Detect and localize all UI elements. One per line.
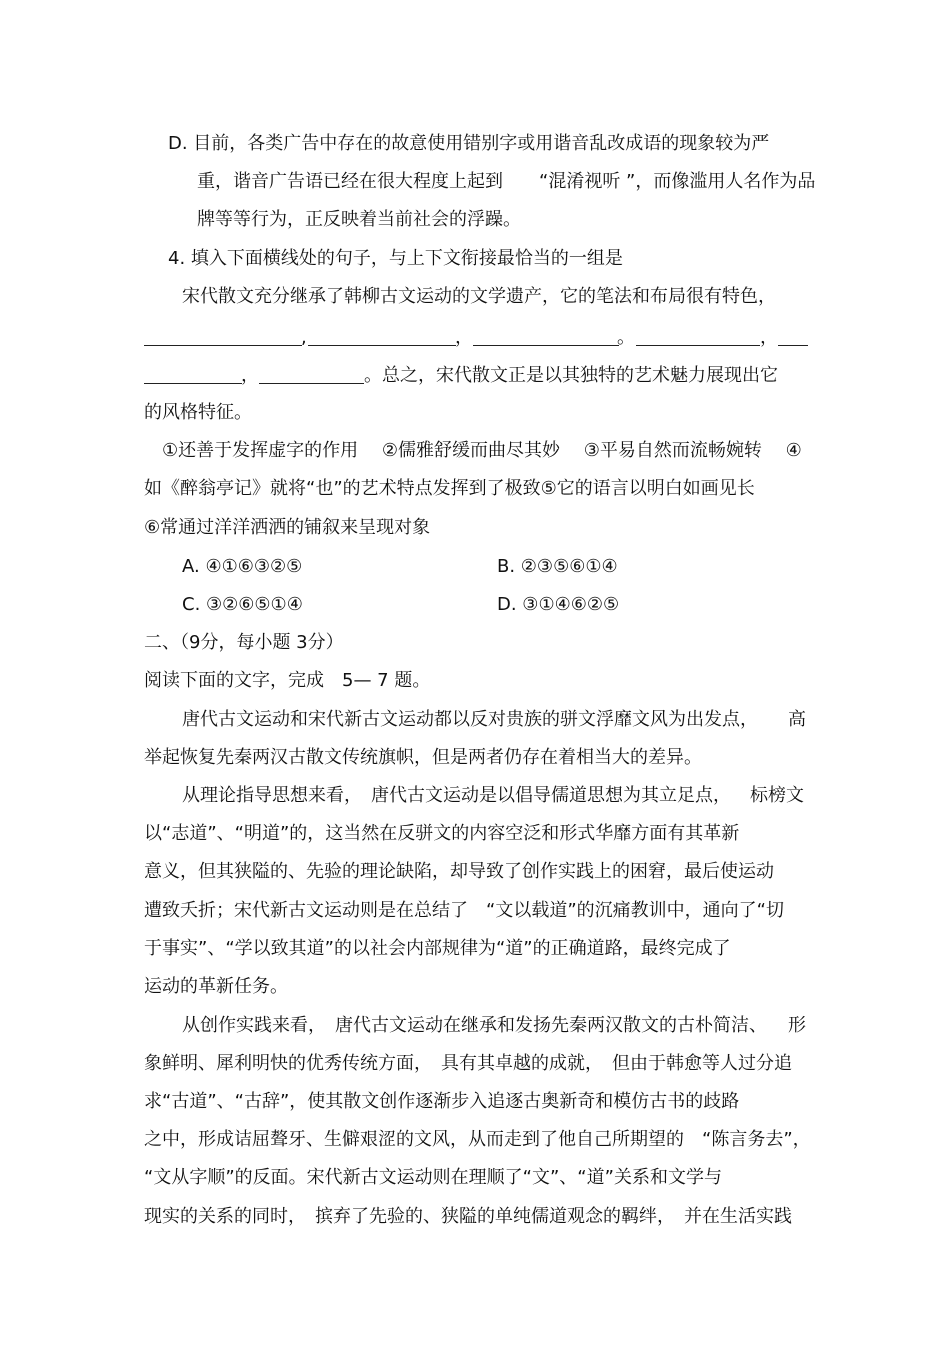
passage-p2-line6: 运动的革新任务。 [144, 976, 288, 997]
answer-blank[interactable] [636, 345, 760, 346]
answer-blank[interactable] [778, 345, 808, 346]
passage-p2-line5: 于事实”、“学以致其道”的以社会内部规律为“道”的正确道路，最终完成了 [144, 938, 731, 959]
passage-p2-line3: 意义，但其狭隘的、先验的理论缺陷，却导致了创作实践上的困窘，最后使运动 [144, 861, 774, 882]
passage-p1-line1-end: 高 [788, 709, 806, 730]
passage-p3-line5: “文从字顺”的反面。宋代新古文运动则在理顺了“文”、“道”关系和文学与 [144, 1167, 722, 1188]
q4-passage-line3: 的风格特征。 [144, 402, 252, 423]
q4-items-line3: ⑥常通过洋洋洒洒的铺叙来呈现对象 [144, 517, 431, 538]
passage-p2-line1-end: 标榜文 [750, 785, 804, 806]
passage-p3-line3: 求“古道”、“古辞”，使其散文创作逐渐步入追逐古奥新奇和模仿古书的歧路 [144, 1091, 740, 1112]
q3-option-d-line3: 牌等等行为，正反映着当前社会的浮躁。 [197, 209, 521, 230]
blank-separator: ， [455, 327, 473, 348]
answer-blank[interactable] [144, 345, 302, 346]
q4-stem: 4. 填入下面横线处的句子，与上下文衔接最恰当的一组是 [168, 248, 623, 269]
passage-p1-line1: 唐代古文运动和宋代新古文运动都以反对贵族的骈文浮靡文风为出发点， [182, 709, 758, 730]
q4-option-a[interactable]: A. ④①⑥③②⑤ [182, 556, 303, 577]
answer-blank[interactable] [144, 383, 242, 384]
answer-blank[interactable] [259, 383, 364, 384]
q4-option-b[interactable]: B. ②③⑤⑥①④ [497, 556, 618, 577]
passage-p3-line4: 之中，形成诘屈聱牙、生僻艰涩的文风，从而走到了他自己所期望的 “陈言务去”， [144, 1129, 811, 1150]
blank-separator: 。 [364, 365, 382, 386]
passage-p2-line1: 从理论指导思想来看， 唐代古文运动是以倡导儒道思想为其立足点， [182, 785, 731, 806]
passage-p3-line6: 现实的关系的同时， 摈弃了先验的、狭隘的单纯儒道观念的羁绊， 并在生活实践 [144, 1206, 792, 1227]
passage-p2-line2: 以“志道”、“明道”的，这当然在反骈文的内容空泛和形式华靡方面有其革新 [144, 823, 740, 844]
q3-option-d-line1: D. 目前，各类广告中存在的故意使用错别字或用谐音乱改成语的现象较为严 [168, 133, 770, 154]
q4-items-line1: ①还善于发挥虚字的作用 ②儒雅舒缓而曲尽其妙 ③平易自然而流畅婉转 ④ [162, 440, 802, 461]
passage-p3-line2: 象鲜明、犀利明快的优秀传统方面， 具有其卓越的成就， 但由于韩愈等人过分追 [144, 1053, 792, 1074]
q4-passage-line1: 宋代散文充分继承了韩柳古文运动的文学遗产，它的笔法和布局很有特色， [182, 286, 776, 307]
section2-instruction: 阅读下面的文字，完成 5— 7 题。 [144, 670, 431, 691]
passage-p3-line1: 从创作实践来看， 唐代古文运动在继承和发扬先秦两汉散文的古朴简洁、 [182, 1015, 767, 1036]
passage-p2-line4: 遭致夭折；宋代新古文运动则是在总结了 “文以载道”的沉痛教训中，通向了“切 [144, 900, 784, 921]
passage-p3-line1-end: 形 [788, 1015, 806, 1036]
q3-option-d-line2: 重，谐音广告语已经在很大程度上起到 “混淆视听 ”，而像滥用人名作为品 [197, 171, 816, 192]
answer-blank[interactable] [308, 345, 456, 346]
q4-option-d[interactable]: D. ③①④⑥②⑤ [497, 594, 620, 615]
q4-items-line2: 如《醉翁亭记》就将“也”的艺术特点发挥到了极致⑤它的语言以明白如画见长 [144, 478, 755, 499]
blank-separator: 。 [617, 327, 635, 348]
passage-p1-line2: 举起恢复先秦两汉古散文传统旗帜，但是两者仍存在着相当大的差异。 [144, 747, 702, 768]
blank-separator: ， [241, 365, 259, 386]
section2-heading: 二、（9分，每小题 3分） [144, 632, 344, 653]
answer-blank[interactable] [473, 345, 619, 346]
blank-separator: , [301, 327, 307, 348]
q4-passage-line2-tail: 总之，宋代散文正是以其独特的艺术魅力展现出它 [382, 365, 778, 386]
q4-option-c[interactable]: C. ③②⑥⑤①④ [182, 594, 303, 615]
blank-separator: ， [760, 327, 778, 348]
